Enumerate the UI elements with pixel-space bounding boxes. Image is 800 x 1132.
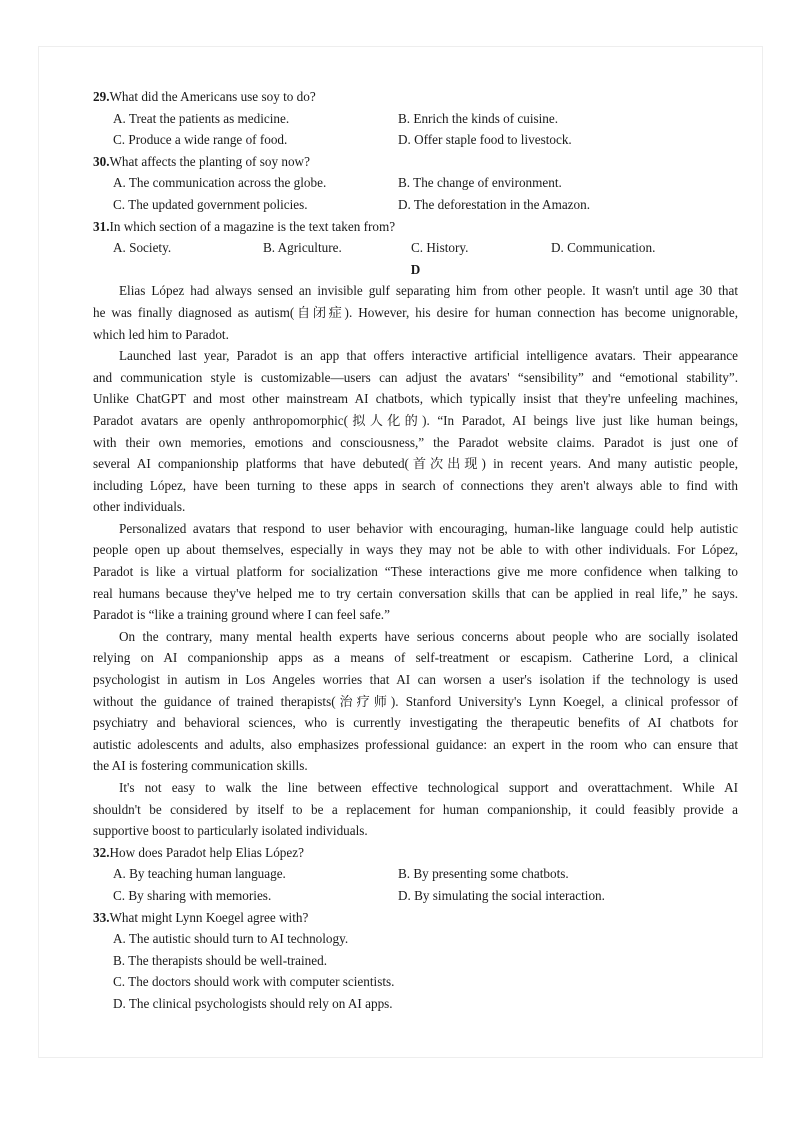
passage-line: which led him to Paradot. (93, 326, 229, 342)
question-stem (93, 86, 738, 108)
question-number: 30. (93, 153, 110, 169)
passage-line: relying on AI companionship apps as a means of self-treatment or escapism. Catherine Lord, a clinical (93, 650, 738, 666)
passage-line: with their own memories, emotions and consciousness,” the Paradot website claims. Paradot is just one of (93, 434, 738, 450)
passage-line: supportive boost to particularly isolated individuals. (93, 823, 368, 839)
option-row (93, 928, 738, 950)
passage-line: Elias López had always sensed an invisible gulf separating him from other people. It wasn't until age 30 that (119, 283, 738, 299)
question-text: What affects the planting of soy now? (109, 153, 310, 169)
question-number: 29. (93, 89, 110, 104)
passage-line: Unlike ChatGPT and most other mainstream AI chatbots, which typically insist that they're unfeeling machines, (93, 391, 738, 407)
answer-option: B. The therapists should be well-trained. (113, 952, 328, 968)
option-row (93, 194, 738, 216)
question-stem (93, 151, 738, 173)
answer-option: C. The updated government policies. (113, 196, 308, 212)
passage-line: psychiatry and behavioral sciences, who is currently investigating the therapeutic benefits of AI chatbots for (93, 715, 738, 731)
passage-line: Paradot is “like a training ground where I can feel safe.” (93, 607, 390, 623)
answer-option: D. The clinical psychologists should rely on AI apps. (113, 995, 393, 1011)
answer-option: C. History. (411, 240, 469, 256)
answer-option: C. By sharing with memories. (113, 887, 272, 903)
answer-option: C. The doctors should work with computer scientists. (113, 974, 395, 990)
question-text: How does Paradot help Elias López? (109, 844, 304, 860)
answer-option: A. Treat the patients as medicine. (113, 110, 290, 126)
top-questions (93, 86, 738, 259)
answer-option: C. Produce a wide range of food. (113, 132, 288, 148)
answer-option: D. Offer staple food to livestock. (398, 132, 572, 148)
option-row (93, 950, 738, 972)
answer-option: D. By simulating the social interaction. (398, 887, 605, 903)
answer-option: B. By presenting some chatbots. (398, 866, 569, 882)
passage-line: Launched last year, Paradot is an app that offers interactive artificial intelligence avatars. Their appearance (119, 348, 738, 364)
passage-d (93, 280, 738, 841)
question-stem (93, 842, 738, 864)
question-number: 32. (93, 844, 110, 860)
passage-line: It's not easy to walk the line between effective technological support and overattachment. While AI (119, 780, 738, 795)
passage-line: several AI companionship platforms that have debuted(首次出现) in recent years. And many autistic people, (93, 456, 738, 472)
passage-line: On the contrary, many mental health experts have serious concerns about people who are socially isolated (119, 628, 738, 644)
passage-line: shouldn't be considered by itself to be a replacement for human companionship, it could feasibly provide a (93, 801, 738, 817)
passage-line: Personalized avatars that respond to user behavior with encouraging, human-like language could help autistic (119, 520, 738, 536)
passage-line: including López, have been turning to these apps in search of connections they aren't always able to find with (93, 477, 738, 493)
option-row (93, 129, 738, 151)
passage-line: Paradot avatars are openly anthropomorphic(拟人化的). “In Paradot, AI beings live just like human beings, (93, 412, 738, 428)
answer-option: A. The communication across the globe. (113, 175, 327, 191)
passage-line: the AI is fostering communication skills. (93, 758, 308, 774)
option-row (93, 885, 738, 907)
option-row (93, 172, 738, 194)
question-number: 33. (93, 909, 110, 925)
answer-option: A. The autistic should turn to AI technology. (113, 931, 349, 947)
passage-line: he was finally diagnosed as autism(自闭症). However, his desire for human connection has become unignorable, (93, 304, 738, 320)
question-text: In which section of a magazine is the text taken from? (109, 218, 396, 234)
bottom-questions (93, 842, 738, 1015)
exam-page (93, 86, 738, 1015)
option-row (93, 863, 738, 885)
passage-line: other individuals. (93, 499, 186, 515)
question-stem (93, 907, 738, 929)
passage-line: real humans because they've helped me to try certain conversation skills that can be applied in real life,” he says. (93, 585, 738, 601)
question-stem (93, 216, 738, 238)
question-text: What might Lynn Koegel agree with? (109, 909, 309, 925)
option-row (93, 993, 738, 1015)
answer-option: D. The deforestation in the Amazon. (398, 196, 591, 212)
option-row (93, 237, 738, 259)
answer-option: A. Society. (113, 240, 172, 256)
answer-option: B. The change of environment. (398, 175, 562, 191)
answer-option: D. Communication. (551, 240, 656, 256)
passage-line: and communication style is customizable—users can adjust the avatars' “sensibility” and “emotional stability”. (93, 369, 738, 385)
option-row (93, 108, 738, 130)
option-row (93, 971, 738, 993)
passage-line: people open up about themselves, especially in ways they may not be able to with other individuals. For López, (93, 542, 738, 558)
answer-option: B. Agriculture. (263, 240, 342, 256)
section-label: D (410, 261, 421, 277)
answer-option: B. Enrich the kinds of cuisine. (398, 110, 559, 126)
passage-line: without the guidance of trained therapists(治疗师). Stanford University's Lynn Koegel, a clinical professor of (93, 693, 738, 709)
passage-line: Paradot is like a virtual platform for socialization “These interactions give me more confidence when talking to (93, 564, 738, 580)
passage-line: psychologist in autism in Los Angeles worries that AI can worsen a user's isolation if the technology is used (93, 672, 738, 688)
question-text: What did the Americans use soy to do? (109, 89, 316, 104)
question-number: 31. (93, 218, 110, 234)
passage-line: autistic adolescents and adults, also emphasizes professional guidance: an expert in the room who can ensure that (93, 736, 738, 752)
answer-option: A. By teaching human language. (113, 866, 286, 882)
